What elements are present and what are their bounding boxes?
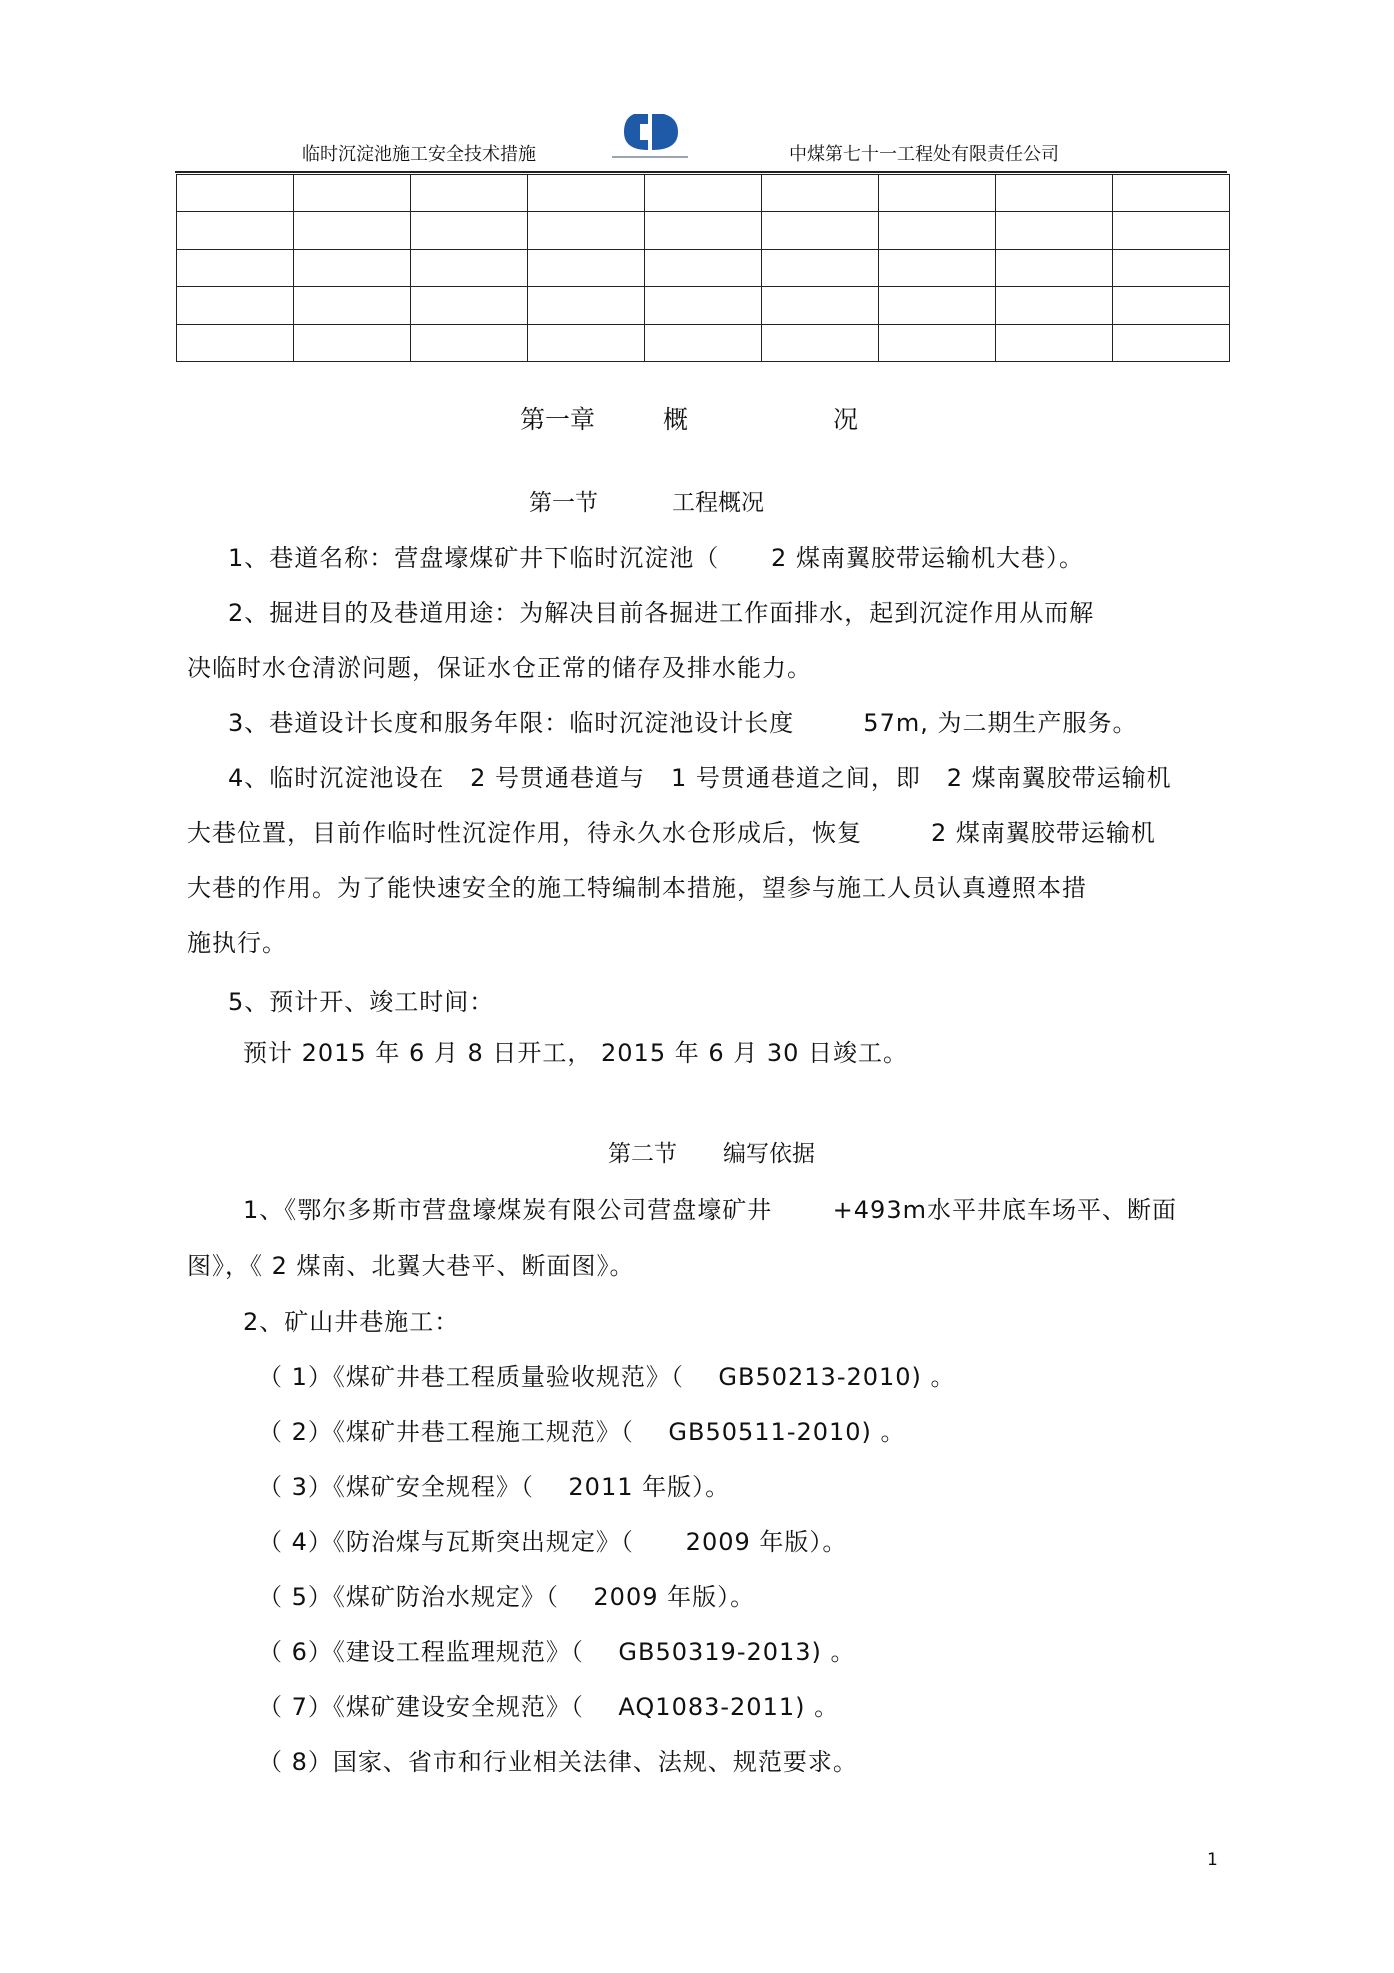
table-cell	[411, 287, 528, 324]
table-cell	[762, 212, 879, 249]
table-cell	[762, 249, 879, 286]
header-left-title: 临时沉淀池施工安全技术措施	[302, 144, 536, 165]
table-cell	[1113, 287, 1230, 324]
table-cell	[879, 324, 996, 361]
table-cell	[645, 287, 762, 324]
section2-line: （ 7）《煤矿建设安全规范》（ AQ1083-2011) 。	[258, 1693, 840, 1721]
table-cell	[762, 324, 879, 361]
table-cell	[762, 175, 879, 212]
table-row	[177, 324, 1230, 361]
table-cell	[177, 212, 294, 249]
table-cell	[528, 249, 645, 286]
table-cell	[645, 324, 762, 361]
section2-title: 编写依据	[723, 1141, 815, 1167]
table-cell	[177, 287, 294, 324]
table-cell	[1113, 175, 1230, 212]
section2-line: （ 4）《防治煤与瓦斯突出规定》（ 2009 年版）。	[258, 1528, 848, 1556]
section2-line: （ 3）《煤矿安全规程》（ 2011 年版）。	[258, 1473, 731, 1501]
section2-line: （ 6）《建设工程监理规范》（ GB50319-2013) 。	[258, 1638, 856, 1666]
section1-line: 施执行。	[187, 929, 287, 957]
table-cell	[879, 212, 996, 249]
section1-line: 大巷的作用。为了能快速安全的施工特编制本措施，望参与施工人员认真遵照本措	[187, 874, 1087, 902]
section2-line: 2、矿山井巷施工：	[243, 1308, 460, 1336]
table-cell	[177, 175, 294, 212]
table-cell	[1113, 324, 1230, 361]
table-cell	[996, 175, 1113, 212]
chapter-label: 第一章	[520, 405, 596, 434]
section2-line: （ 5）《煤矿防治水规定》（ 2009 年版）。	[258, 1583, 756, 1611]
section1-line: 4、临时沉淀池设在 2 号贯通巷道与 1 号贯通巷道之间，即 2 煤南翼胶带运输机	[228, 764, 1172, 792]
section1-line: 大巷位置，目前作临时性沉淀作用，待永久水仓形成后，恢复 2 煤南翼胶带运输机	[187, 819, 1156, 847]
table-cell	[411, 175, 528, 212]
section1-line: 3、巷道设计长度和服务年限：临时沉淀池设计长度 57m, 为二期生产服务。	[228, 709, 1138, 737]
table-cell	[177, 249, 294, 286]
header-right-title: 中煤第七十一工程处有限责任公司	[789, 144, 1059, 165]
table-row	[177, 249, 1230, 286]
table-cell	[528, 324, 645, 361]
table-cell	[294, 175, 411, 212]
empty-grid-table	[176, 174, 1230, 362]
table-cell	[879, 287, 996, 324]
table-cell	[645, 249, 762, 286]
table-cell	[996, 249, 1113, 286]
section2-label: 第二节	[608, 1141, 677, 1167]
table-cell	[879, 249, 996, 286]
table-cell	[294, 212, 411, 249]
page-number: 1	[1207, 1850, 1218, 1870]
table-cell	[294, 249, 411, 286]
table-cell	[879, 175, 996, 212]
table-cell	[177, 324, 294, 361]
section2-line: （ 8）国家、省市和行业相关法律、法规、规范要求。	[258, 1748, 858, 1776]
table-cell	[528, 175, 645, 212]
table-cell	[762, 287, 879, 324]
table-cell	[996, 324, 1113, 361]
section1-label: 第一节	[529, 490, 598, 516]
section1-line: 1、巷道名称：营盘壕煤矿井下临时沉淀池（ 2 煤南翼胶带运输机大巷）。	[228, 544, 1084, 572]
section1-line: 决临时水仓清淤问题，保证水仓正常的储存及排水能力。	[187, 654, 812, 682]
section1-title: 工程概况	[672, 490, 764, 516]
table-cell	[294, 287, 411, 324]
table-cell	[528, 212, 645, 249]
table-cell	[411, 249, 528, 286]
header-divider	[175, 171, 1227, 173]
section2-line: （ 2）《煤矿井巷工程施工规范》（ GB50511-2010) 。	[258, 1418, 906, 1446]
table-row	[177, 212, 1230, 249]
section1-line: 预计 2015 年 6 月 8 日开工， 2015 年 6 月 30 日竣工。	[243, 1039, 909, 1067]
table-cell	[1113, 212, 1230, 249]
section2-line: 1、《鄂尔多斯市营盘壕煤炭有限公司营盘壕矿井 +493m水平井底车场平、断面	[243, 1196, 1177, 1224]
chapter-title-part-a: 概	[663, 405, 689, 434]
table-cell	[528, 287, 645, 324]
company-logo-icon	[612, 110, 688, 162]
table-row	[177, 175, 1230, 212]
table-cell	[294, 324, 411, 361]
table-cell	[411, 212, 528, 249]
section2-line: 图》，《 2 煤南、北翼大巷平、断面图》。	[187, 1252, 635, 1280]
chapter-title-part-b: 况	[833, 405, 859, 434]
table-cell	[645, 212, 762, 249]
table-cell	[411, 324, 528, 361]
table-cell	[1113, 249, 1230, 286]
table-cell	[996, 212, 1113, 249]
section2-line: （ 1）《煤矿井巷工程质量验收规范》（ GB50213-2010) 。	[258, 1363, 956, 1391]
table-row	[177, 287, 1230, 324]
table-cell	[996, 287, 1113, 324]
table-cell	[645, 175, 762, 212]
section1-line: 2、掘进目的及巷道用途：为解决目前各掘进工作面排水，起到沉淀作用从而解	[228, 599, 1095, 627]
section1-line: 5、预计开、竣工时间：	[228, 988, 495, 1016]
